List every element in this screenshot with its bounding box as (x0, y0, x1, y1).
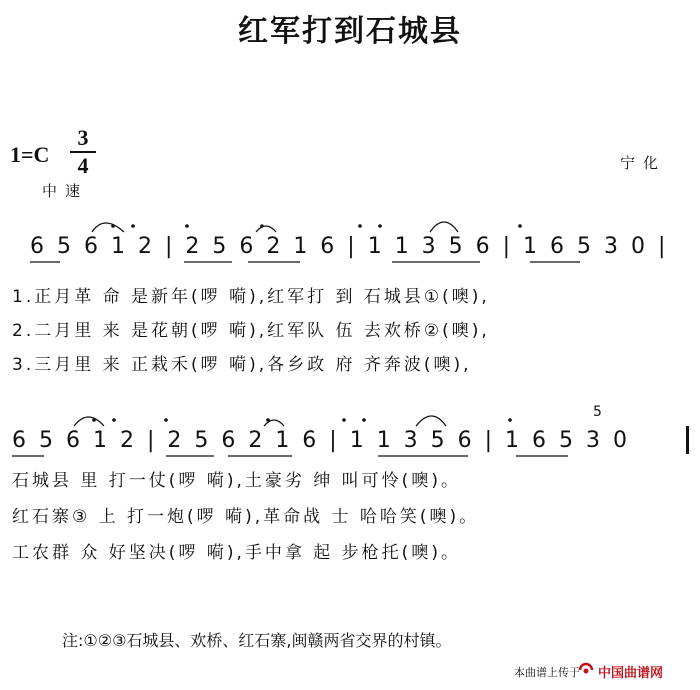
system1-verse-1: 1.正月革 命 是新年(啰 嗬),红军打 到 石城县①(噢), (12, 287, 490, 307)
footnote: 注:①②③石城县、欢桥、红石寨,闽赣两省交界的村镇。 (62, 631, 452, 650)
system2-verse-3: 工农群 众 好坚决(啰 嗬),手中拿 起 步枪托(噢)。 (12, 543, 461, 563)
page-title: 红军打到石城县 (238, 14, 462, 49)
slur-1 (92, 223, 124, 232)
slur-2 (256, 226, 276, 232)
system1-notes: 6 5 6 1 2 | 2 5 6 2 1 6 | 1 1 3 5 6 | 1 6 5 3 0 | (30, 234, 667, 259)
source-text: 本曲谱上传于 (514, 666, 580, 679)
time-numerator: 3 (77, 125, 89, 150)
final-barline (686, 426, 689, 454)
slur-4 (74, 417, 104, 426)
slur-3 (430, 222, 458, 232)
slur-6 (416, 416, 446, 426)
system2-verse-1: 石城县 里 打一仗(啰 嗬),土豪劣 绅 叫可怜(噢)。 (12, 471, 461, 491)
system2-verse-2: 红石寨③ 上 打一炮(啰 嗬),革命战 士 哈哈笑(噢)。 (12, 507, 480, 527)
time-signature (70, 126, 96, 178)
system1-verse-2: 2.二月里 来 是花朝(啰 嗬),红军队 伍 去欢桥②(噢), (12, 321, 490, 341)
site-logo-icon (578, 662, 594, 678)
tempo-marking: 中速 (42, 182, 89, 200)
slur-5 (264, 420, 284, 426)
site-brand: 中国曲谱网 (598, 666, 664, 681)
key-signature: 1=C (10, 142, 50, 167)
time-denominator: 4 (77, 153, 89, 178)
author-credit: 宁化 (620, 154, 667, 172)
system1-verse-3: 3.三月里 来 正栽禾(啰 嗬),各乡政 府 齐奔波(噢), (12, 355, 472, 375)
system2-notes: 6 5 6 1 2 | 2 5 6 2 1 6 | 1 1 3 5 6 | 1 6 5 3 0 (12, 428, 629, 453)
grace-note: 5 (593, 404, 602, 420)
